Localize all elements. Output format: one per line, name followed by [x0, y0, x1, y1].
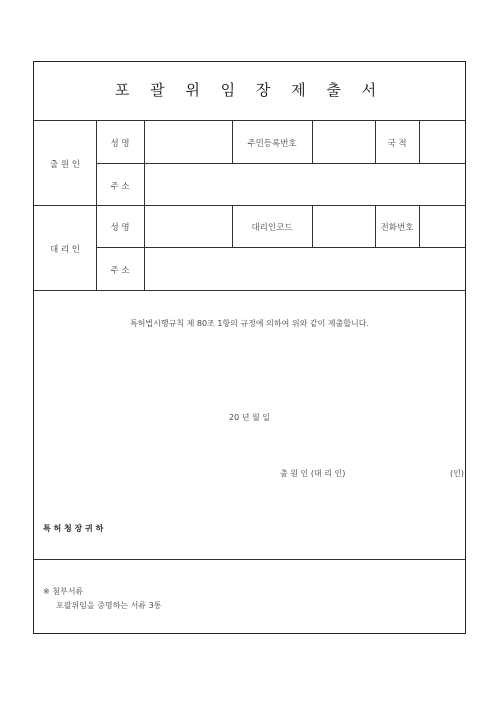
agent-address-label: 주 소 [110, 266, 130, 276]
divider [34, 120, 465, 121]
date-line: 20 년 월 일 [229, 413, 270, 422]
agent-section-label: 대 리 인 [49, 245, 81, 255]
attachments-header: ※ 첨부서류 [43, 587, 84, 596]
form-title: 포 괄 위 임 장 제 출 서 [114, 81, 385, 99]
applicant-nationality-label: 국 적 [387, 139, 407, 149]
applicant-nationality-field[interactable] [420, 121, 464, 162]
power-of-attorney-form [33, 61, 466, 634]
addressee: 특 허 청 장 귀 하 [43, 524, 104, 533]
applicant-section-label: 출 원 인 [49, 160, 81, 170]
divider [34, 559, 465, 560]
applicant-address-label: 주 소 [110, 182, 130, 192]
applicant-address-field[interactable] [145, 164, 464, 204]
agent-phone-field[interactable] [420, 206, 464, 246]
agent-code-label: 대리인코드 [251, 223, 293, 233]
attachments-item: 포괄위임을 증명하는 서류 3통 [56, 601, 162, 610]
submission-statement: 특허법시행규칙 제 80조 1항의 규정에 의하여 위와 같이 제출합니다. [129, 319, 370, 328]
divider [34, 205, 465, 206]
applicant-resident-no-label: 주민등록번호 [247, 139, 297, 149]
signer-line: 출 원 인 (대 리 인) [280, 469, 346, 478]
seal-mark: (인) [450, 469, 464, 478]
applicant-name-field[interactable] [145, 121, 231, 162]
applicant-name-label: 성 명 [110, 139, 130, 149]
agent-address-field[interactable] [145, 248, 464, 289]
agent-name-label: 성 명 [110, 223, 130, 233]
agent-code-field[interactable] [313, 206, 374, 246]
agent-phone-label: 전화번호 [380, 223, 414, 233]
divider [34, 290, 465, 291]
applicant-resident-no-field[interactable] [313, 121, 374, 162]
agent-name-field[interactable] [145, 206, 231, 246]
